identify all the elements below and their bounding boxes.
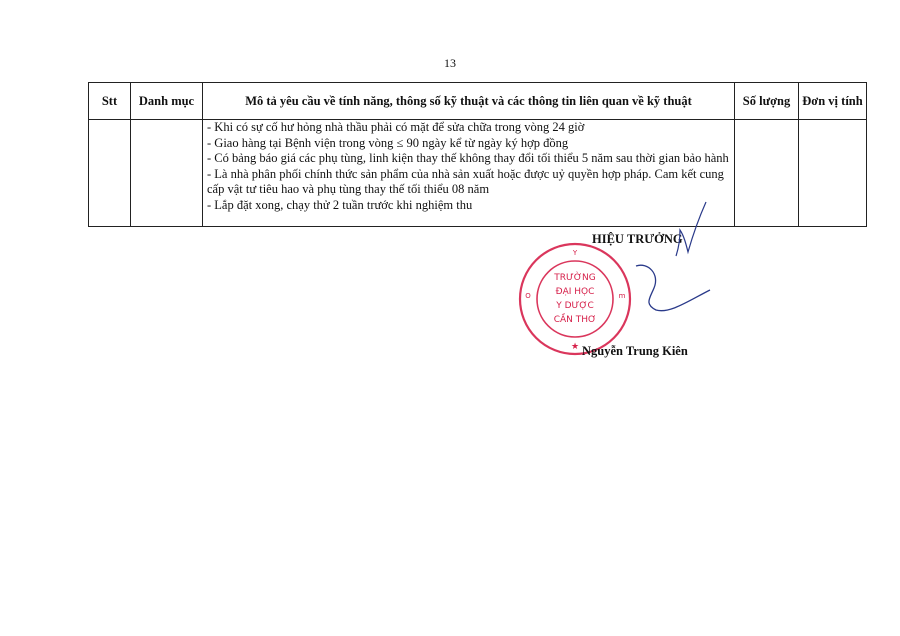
requirement-line: - Lắp đặt xong, chạy thử 2 tuần trước khi nghiệm thu: [207, 197, 473, 212]
header-stt: Stt: [89, 83, 131, 120]
requirement-line: - Là nhà phân phối chính thức sản phẩm của nhà sản xuất hoặc được uỷ quyền hợp pháp. Cam kết cung cấp vật tư tiêu hao và phụ tùng thay thế tối thiểu 08 năm: [207, 166, 724, 197]
cell-requirements: [203, 120, 735, 227]
header-description: Mô tả yêu cầu về tính năng, thông số kỹ thuật và các thông tin liên quan về kỹ thuật: [203, 83, 735, 120]
cell-danh-muc: [131, 120, 203, 227]
cell-stt: [89, 120, 131, 227]
seal-line-2: ĐẠI HỌC: [555, 287, 595, 297]
cell-unit: [799, 120, 867, 227]
header-danh-muc: Danh mục: [131, 83, 203, 120]
specification-table: [88, 82, 867, 227]
header-unit: Đơn vị tính: [799, 83, 867, 120]
svg-text:O: O: [525, 292, 531, 300]
requirement-line: - Khi có sự cố hư hỏng nhà thầu phải có mặt để sửa chữa trong vòng 24 giờ: [207, 120, 585, 134]
table-header-row: [89, 83, 867, 120]
header-quantity: Số lượng: [735, 83, 799, 120]
signer-name: Nguyễn Trung Kiên: [582, 344, 688, 358]
table-row: [89, 120, 867, 227]
seal-line-3: Y DƯỢC: [556, 301, 594, 311]
signer-title: HIỆU TRƯỞNG: [592, 232, 683, 246]
svg-text:★: ★: [570, 342, 580, 352]
seal-line-4: CẦN THƠ: [553, 315, 597, 325]
official-seal: [516, 240, 634, 358]
requirement-line: - Giao hàng tại Bệnh viện trong vòng ≤ 90 ngày kể từ ngày ký hợp đồng: [207, 135, 569, 150]
page-number: 13: [444, 56, 456, 70]
seal-line-1: TRƯỜNG: [554, 273, 596, 283]
cell-quantity: [735, 120, 799, 227]
requirement-line: - Có bảng báo giá các phụ tùng, linh kiện thay thế không thay đổi tối thiểu 5 năm sau thời gian bảo hành: [207, 151, 729, 166]
svg-text:Y: Y: [572, 249, 578, 257]
svg-text:m: m: [618, 292, 626, 300]
